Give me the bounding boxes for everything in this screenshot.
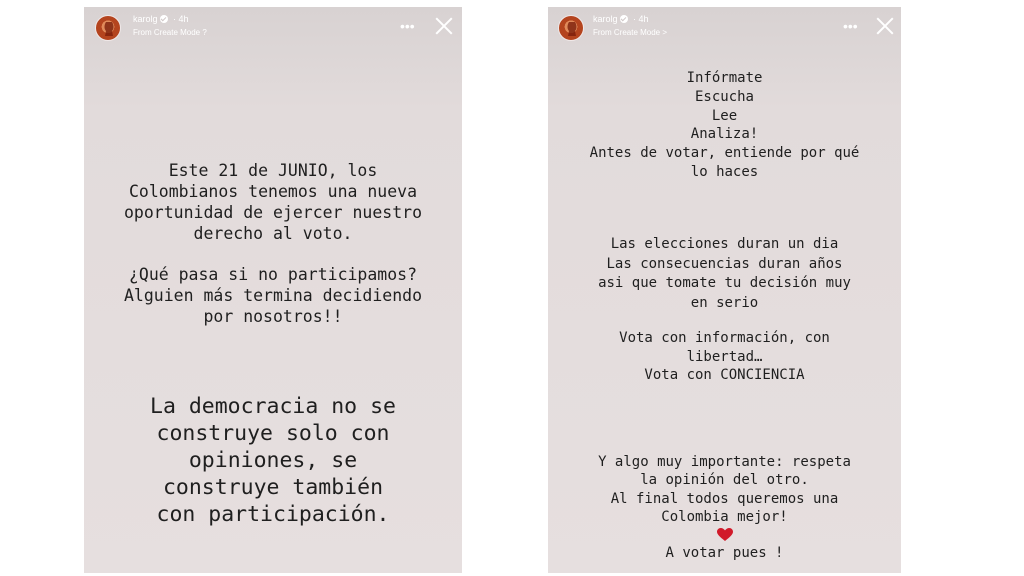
story-header bbox=[84, 7, 462, 47]
story-text-block: A votar pues ! bbox=[665, 545, 784, 561]
story-text-block bbox=[548, 434, 901, 545]
more-icon[interactable]: ••• bbox=[843, 18, 858, 34]
close-icon[interactable] bbox=[435, 17, 453, 35]
story-text-block: Este 21 de JUNIO, los Colombianos tenemos una nueva oportunidad de ejercer nuestro derecho al voto. bbox=[123, 161, 422, 243]
username-text[interactable]: karolg bbox=[133, 14, 158, 24]
create-mode-link[interactable]: From Create Mode ? bbox=[133, 28, 207, 37]
username[interactable]: karolg · 4h bbox=[133, 14, 189, 24]
story-text-block: La democracia no se construye solo con opiniones, se construye también con participación. bbox=[150, 394, 396, 527]
post-time: 4h bbox=[178, 14, 189, 24]
verified-badge-icon bbox=[620, 15, 628, 23]
story-text-block: Infórmate Escucha Lee Analiza! Antes de votar, entiende por qué lo haces bbox=[589, 70, 860, 180]
username-text[interactable]: karolg bbox=[593, 14, 618, 24]
red-heart-emoji-icon bbox=[717, 527, 733, 546]
story-card-2[interactable] bbox=[548, 7, 901, 573]
create-mode-link[interactable]: From Create Mode > bbox=[593, 28, 668, 37]
close-icon[interactable] bbox=[876, 17, 894, 35]
story-text-block: Las elecciones duran un dia Las consecuencias duran años asi que tomate tu decisión muy en serio bbox=[598, 236, 851, 311]
story-text-block: Vota con información, con libertad… Vota con CONCIENCIA bbox=[619, 330, 830, 383]
story-card-1[interactable] bbox=[84, 7, 462, 573]
avatar[interactable] bbox=[558, 15, 584, 41]
post-time: 4h bbox=[638, 14, 649, 24]
story-text: Y algo muy importante: respeta la opinión del otro. Al final todos queremos una Colombia mejor! bbox=[598, 453, 851, 525]
more-icon[interactable]: ••• bbox=[400, 18, 415, 34]
story-text-block: ¿Qué pasa si no participamos? Alguien más termina decidiendo por nosotros!! bbox=[123, 265, 422, 326]
username[interactable]: karolg · 4h bbox=[593, 14, 649, 24]
story-header bbox=[548, 7, 901, 47]
verified-badge-icon bbox=[160, 15, 168, 23]
avatar[interactable] bbox=[95, 15, 121, 41]
